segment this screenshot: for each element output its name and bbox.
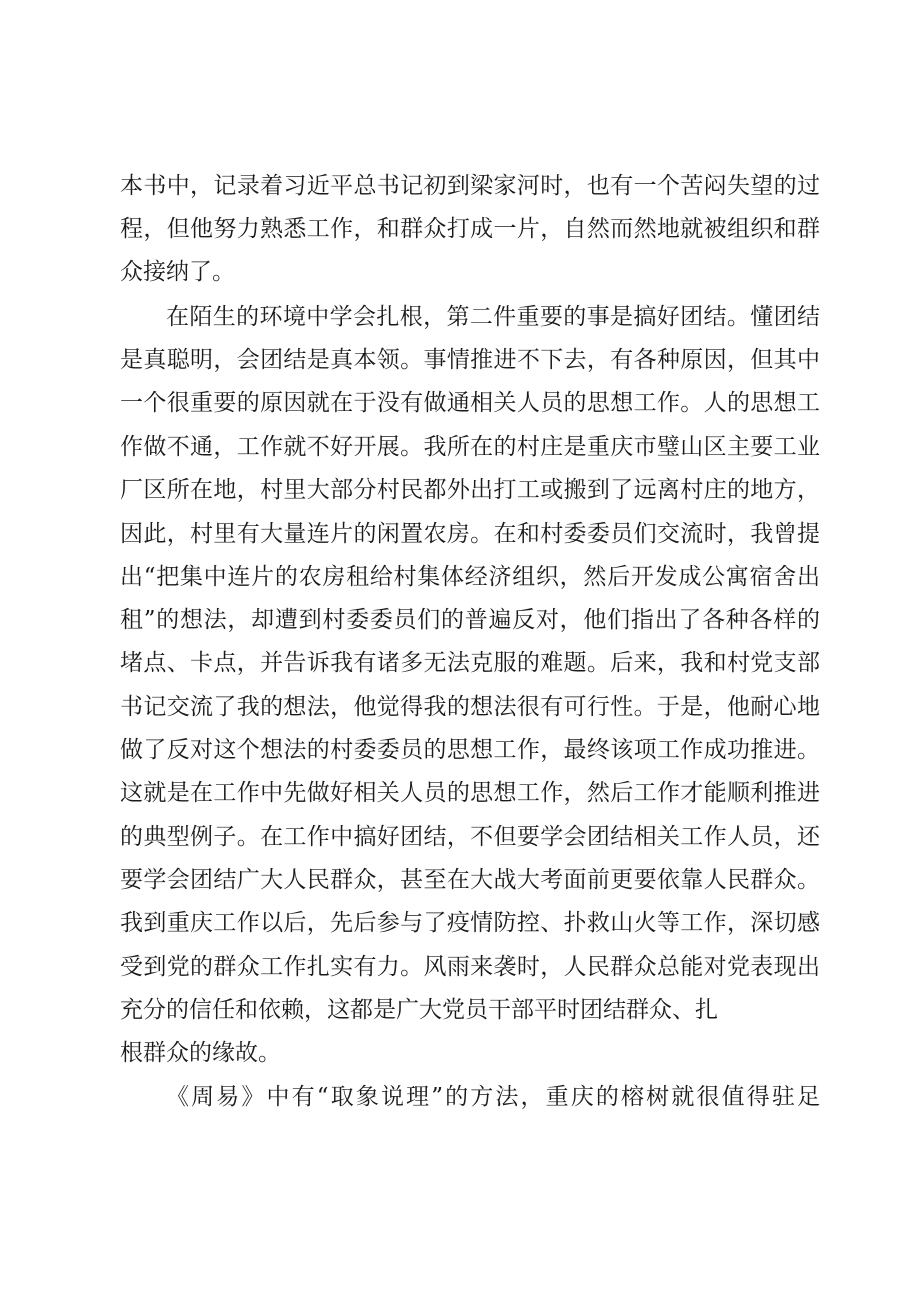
text-line-21: 根群众的缘故。 [120, 1040, 281, 1066]
text-line-10: 出“把集中连片的农房租给村集体经济组织，然后开发成公寓宿舍出 [120, 564, 820, 590]
text-line-18: 我到重庆工作以后，先后参与了疫情防控、扑救山火等工作，深切感 [120, 910, 820, 936]
text-line-5: 是真聪明，会团结是真本领。事情推进不下去，有各种原因，但其中 [120, 347, 820, 373]
text-line-2: 程，但他努力熟悉工作，和群众打成一片，自然而然地就被组织和群 [120, 216, 820, 242]
text-line-6: 一个很重要的原因就在于没有做通相关人员的思想工作。人的思想工 [120, 390, 820, 416]
text-line-16: 的典型例子。在工作中搞好团结，不但要学会团结相关工作人员，还 [120, 824, 820, 850]
text-line-4: 在陌生的环境中学会扎根，第二件重要的事是搞好团结。懂团结 [166, 304, 820, 330]
text-line-12: 堵点、卡点，并告诉我有诸多无法克服的难题。后来，我和村党支部 [120, 650, 820, 676]
text-line-17: 要学会团结广大人民群众，甚至在大战大考面前更要依靠人民群众。 [120, 867, 820, 893]
text-line-19: 受到党的群众工作扎实有力。风雨来袭时，人民群众总能对党表现出 [120, 954, 820, 980]
text-line-15: 这就是在工作中先做好相关人员的思想工作，然后工作才能顺利推进 [120, 780, 820, 806]
text-line-20: 充分的信任和依赖，这都是广大党员干部平时团结群众、扎 [120, 997, 718, 1023]
text-line-3: 众接纳了。 [120, 259, 235, 285]
text-line-13: 书记交流了我的想法，他觉得我的想法很有可行性。于是，他耐心地 [120, 694, 820, 720]
text-line-11: 租”的想法，却遭到村委委员们的普遍反对，他们指出了各种各样的 [120, 607, 820, 633]
text-line-14: 做了反对这个想法的村委委员的思想工作，最终该项工作成功推进。 [120, 737, 820, 763]
text-line-7: 作做不通，工作就不好开展。我所在的村庄是重庆市璧山区主要工业 [120, 434, 820, 460]
text-line-9: 因此，村里有大量连片的闲置农房。在和村委委员们交流时，我曾提 [120, 521, 820, 547]
text-line-8: 厂区所在地，村里大部分村民都外出打工或搬到了远离村庄的地方， [120, 477, 820, 503]
text-line-1: 本书中，记录着习近平总书记初到梁家河时，也有一个苦闷失望的过 [120, 173, 820, 199]
text-line-22: 《周易》中有“取象说理”的方法，重庆的榕树就很值得驻足 [166, 1084, 820, 1110]
